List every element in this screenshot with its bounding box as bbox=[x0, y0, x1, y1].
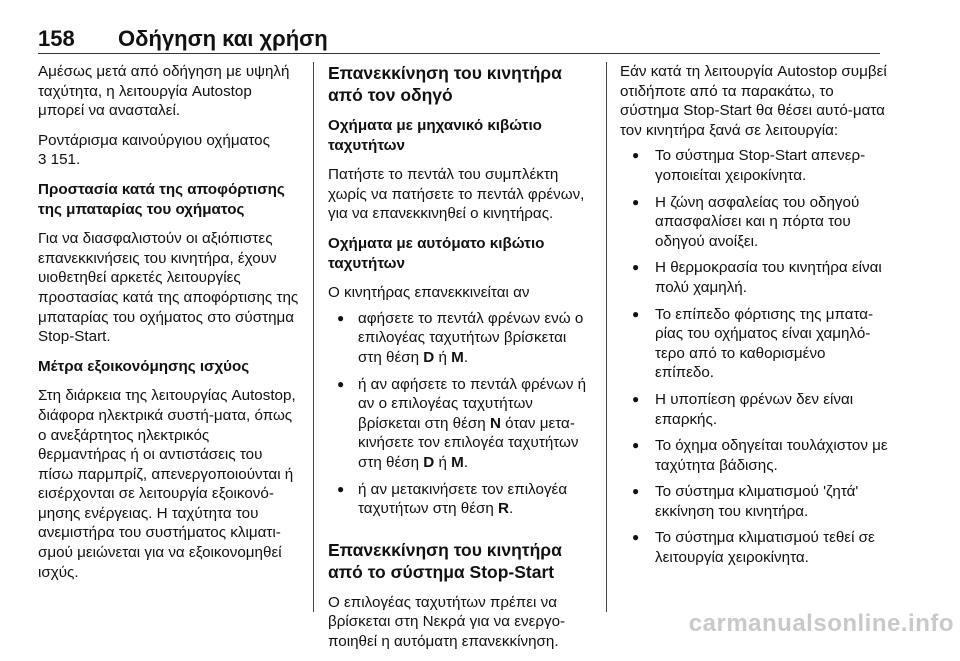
watermark: carmanualsonline.info bbox=[688, 610, 954, 637]
paragraph-power-saving: Στη διάρκεια της λειτουργίας Autostop, διάφορα ηλεκτρικά συστή-ματα, όπως ο ανεξάρτητος ηλεκτρικός θερμαντήρας ή οι αντιστάσεις του πίσω παρμπρίζ, απενεργοποιούνται ή εισέρχονται σε λειτουργία εξοικονό-μησης ενέργειας. Η ταχύτητα του ανεμιστήρα του συστήματος κλιματι-σμού μειώνεται για να εξοικονομηθεί ισχύς. bbox=[38, 387, 296, 581]
heading-battery-protection: Προστασία κατά της αποφόρτισης της μπαταρίας του οχήματος bbox=[38, 180, 285, 218]
gear-d: D bbox=[423, 348, 435, 366]
gear-d: D bbox=[423, 453, 435, 471]
list-item: ● Το σύστημα κλιματισμού 'ζητά' εκκίνηση του κινητήρα. bbox=[620, 482, 888, 521]
page-reference: 3 151. bbox=[38, 151, 81, 169]
paragraph-restart-by-system: Ο επιλογέας ταχυτήτων πρέπει να βρίσκεται στη Νεκρά για να ενεργο-ποιηθεί η αυτόματη επανεκκίνηση. bbox=[328, 593, 566, 650]
gear-m: M bbox=[451, 453, 464, 471]
list-item: ● Το σύστημα κλιματισμού τεθεί σε λειτουργία χειροκίνητα. bbox=[620, 528, 888, 567]
page-header bbox=[38, 26, 880, 56]
heading-manual-transmission: Οχήματα με μηχανικό κιβώτιο ταχυτήτων bbox=[328, 117, 542, 154]
gear-r: R bbox=[498, 500, 510, 518]
list-item: ● Το επίπεδο φόρτισης της μπατα-ρίας του οχήματος είναι χαμηλό-τερο από το καθορισμένο επίπεδο. bbox=[620, 305, 888, 383]
system-restart-conditions bbox=[620, 146, 888, 567]
paragraph-running-in bbox=[38, 131, 300, 170]
list-item: ● αφήσετε το πεντάλ φρένων ενώ ο επιλογέας ταχυτήτων βρίσκεται στη θέση D ή M. bbox=[328, 309, 593, 368]
list-item: ● Η θερμοκρασία του κινητήρα είναι πολύ χαμηλή. bbox=[620, 258, 888, 297]
column-left bbox=[38, 62, 300, 592]
paragraph-auto-intro: Ο κινητήρας επανεκκινείται αν bbox=[328, 284, 530, 302]
list-item: ● Το όχημα οδηγείται τουλάχιστον με ταχύτητα βάδισης. bbox=[620, 436, 888, 475]
chapter-title: Οδήγηση και χρήση bbox=[118, 26, 328, 51]
gear-m: M bbox=[451, 348, 464, 366]
heading-restart-by-system: Επανεκκίνηση του κινητήρα από το σύστημα Stop-Start bbox=[328, 539, 562, 582]
heading-automatic-transmission: Οχήματα με αυτόματο κιβώτιο ταχυτήτων bbox=[328, 234, 545, 272]
list-item: ● ή αν αφήσετε το πεντάλ φρένων ή αν ο επιλογέας ταχυτήτων βρίσκεται στη θέση N όταν μετα-κινήσετε τον επιλογέα ταχυτήτων στη θέση D ή M. bbox=[328, 375, 593, 473]
gear-n: N bbox=[489, 414, 501, 432]
header-divider bbox=[38, 53, 880, 54]
paragraph-manual-transmission: Πατήστε το πεντάλ του συμπλέκτη χωρίς να πατήσετε το πεντάλ φρένων, για να επανεκκινηθεί ο κινητήρας. bbox=[328, 166, 585, 223]
running-in-text: Ροντάρισμα καινούργιου οχήματος bbox=[38, 131, 270, 149]
heading-restart-by-driver: Επανεκκίνηση του κινητήρα από τον οδηγό bbox=[328, 63, 562, 105]
list-item: ● ή αν μετακινήσετε τον επιλογέα ταχυτήτων στη θέση R. bbox=[328, 480, 593, 519]
auto-restart-conditions bbox=[328, 309, 593, 519]
paragraph-high-speed: Αμέσως μετά από οδήγηση με υψηλή ταχύτητα, η λειτουργία Autostop μπορεί να ανασταλεί. bbox=[38, 63, 290, 120]
paragraph-auto-restart-intro: Εάν κατά τη λειτουργία Autostop συμβεί οτιδήποτε από τα παρακάτω, το σύστημα Stop-Start θα θέσει αυτό-ματα τον κινητήρα ξανά σε λειτουργία: bbox=[620, 63, 887, 139]
list-item: ● Η ζώνη ασφαλείας του οδηγού απασφαλίσει και η πόρτα του οδηγού ανοίξει. bbox=[620, 193, 888, 252]
paragraph-battery-protection: Για να διασφαλιστούν οι αξιόπιστες επανεκκινήσεις του κινητήρα, έχουν υιοθετηθεί αρκετές λειτουργίες προστασίας κατά της αποφόρτισης της μπαταρίας του οχήματος στο σύστημα Stop-Start. bbox=[38, 230, 299, 346]
column-right bbox=[620, 62, 888, 575]
column-middle bbox=[328, 62, 593, 661]
list-item: ● Το σύστημα Stop-Start απενερ-γοποιείται χειροκίνητα. bbox=[620, 146, 888, 185]
column-divider-2 bbox=[606, 62, 607, 612]
list-item: ● Η υποπίεση φρένων δεν είναι επαρκής. bbox=[620, 390, 888, 429]
page-number: 158 bbox=[38, 26, 75, 51]
column-divider-1 bbox=[313, 62, 314, 612]
heading-power-saving: Μέτρα εξοικονόμησης ισχύος bbox=[38, 357, 250, 375]
